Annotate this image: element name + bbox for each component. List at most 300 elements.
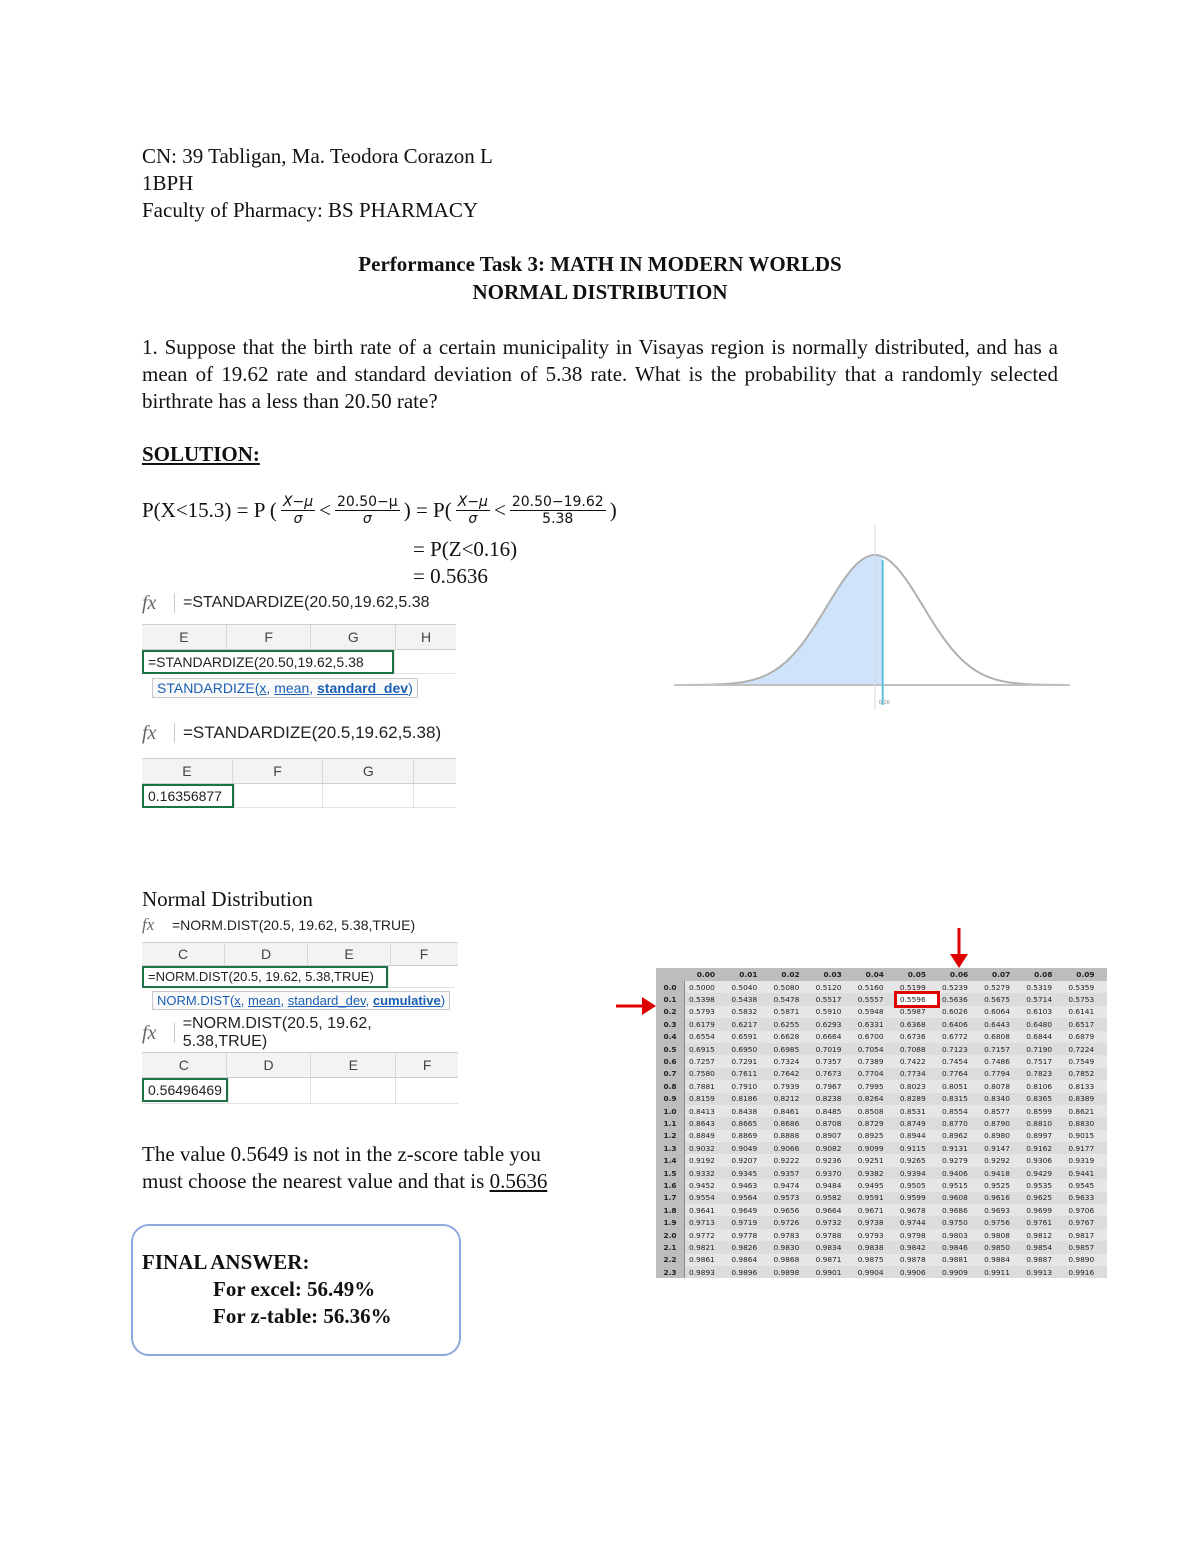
column-header-e[interactable]: E — [142, 625, 227, 649]
z-probability-cell: 0.9484 — [812, 1179, 854, 1191]
z-probability-cell: 0.9441 — [1064, 1167, 1106, 1179]
z-probability-cell: 0.8770 — [938, 1117, 980, 1129]
z-value-label: 0.16 — [878, 700, 890, 706]
z-probability-cell: 0.9817 — [1064, 1229, 1106, 1241]
z-probability-cell: 0.9896 — [727, 1266, 769, 1278]
student-name: CN: 39 Tabligan, Ma. Teodora Corazon L — [142, 144, 493, 168]
column-header-e[interactable]: E — [142, 759, 233, 783]
z-probability-cell: 0.9236 — [812, 1154, 854, 1166]
z-probability-cell: 0.6950 — [727, 1043, 769, 1055]
column-header-e[interactable]: E — [308, 943, 391, 965]
z-probability-cell: 0.6879 — [1064, 1031, 1106, 1043]
z-table-row — [656, 1192, 1107, 1204]
z-corner-cell — [656, 968, 685, 981]
column-header-h[interactable]: H — [421, 629, 432, 645]
z-probability-cell: 0.9864 — [727, 1254, 769, 1266]
z-probability-cell: 0.7257 — [685, 1055, 728, 1067]
formula-bar-4[interactable] — [142, 1015, 458, 1050]
z-table-row — [656, 1055, 1107, 1067]
z-probability-cell: 0.8508 — [854, 1105, 896, 1117]
z-probability-cell: 0.9803 — [938, 1229, 980, 1241]
column-headers — [142, 625, 456, 650]
z-row-label: 2.3 — [656, 1266, 685, 1278]
final-answer-label: FINAL ANSWER: — [142, 1250, 310, 1274]
z-probability-cell: 0.8888 — [769, 1130, 811, 1142]
z-probability-cell: 0.9515 — [938, 1179, 980, 1191]
z-probability-cell: 0.7642 — [769, 1068, 811, 1080]
z-probability-cell: 0.9798 — [896, 1229, 938, 1241]
z-probability-cell: 0.8790 — [980, 1117, 1022, 1129]
z-column-header: 0.02 — [769, 968, 811, 981]
z-probability-cell: 0.9868 — [769, 1254, 811, 1266]
formula-bar[interactable] — [142, 588, 456, 618]
nearest-value: 0.5636 — [489, 1169, 548, 1193]
z-probability-cell: 0.7486 — [980, 1055, 1022, 1067]
z-probability-cell: 0.9738 — [854, 1216, 896, 1228]
z-column-header: 0.06 — [938, 968, 980, 981]
column-headers — [142, 759, 456, 784]
z-probability-cell: 0.9452 — [685, 1179, 728, 1191]
z-probability-cell: 0.9911 — [980, 1266, 1022, 1278]
z-probability-cell: 0.8621 — [1064, 1105, 1106, 1117]
z-probability-cell: 0.9890 — [1064, 1254, 1106, 1266]
z-table-row — [656, 1167, 1107, 1179]
z-probability-cell: 0.7422 — [896, 1055, 938, 1067]
z-probability-cell: 0.5040 — [727, 981, 769, 993]
z-probability-cell: 0.8554 — [938, 1105, 980, 1117]
z-probability-cell: 0.9744 — [896, 1216, 938, 1228]
column-headers — [142, 1053, 458, 1078]
z-probability-cell: 0.7580 — [685, 1068, 728, 1080]
column-header-f[interactable]: F — [233, 759, 324, 783]
column-header-d[interactable]: D — [227, 1053, 312, 1077]
z-probability-cell: 0.6368 — [896, 1018, 938, 1030]
z-probability-cell: 0.9750 — [938, 1216, 980, 1228]
z-probability-cell: 0.9901 — [812, 1266, 854, 1278]
z-probability-cell: 0.9394 — [896, 1167, 938, 1179]
z-table-row — [656, 1093, 1107, 1105]
z-probability-cell: 0.8461 — [769, 1105, 811, 1117]
z-probability-cell: 0.5478 — [769, 993, 811, 1005]
fx-icon: fx — [142, 915, 155, 934]
z-probability-cell: 0.9861 — [685, 1254, 728, 1266]
z-probability-cell: 0.8708 — [812, 1117, 854, 1129]
z-probability-cell: 0.8849 — [685, 1130, 728, 1142]
z-probability-cell: 0.9554 — [685, 1192, 728, 1204]
z-row-label: 1.1 — [656, 1117, 685, 1129]
z-probability-cell: 0.7019 — [812, 1043, 854, 1055]
z-probability-cell: 0.9332 — [685, 1167, 728, 1179]
section-code: 1BPH — [142, 171, 194, 195]
z-probability-cell: 0.9505 — [896, 1179, 938, 1191]
z-table-row — [656, 1068, 1107, 1080]
z-probability-cell: 0.5910 — [812, 1006, 854, 1018]
fx-icon: fx — [142, 721, 157, 744]
column-header-c[interactable]: C — [142, 943, 225, 965]
fraction-z-2: $\frac{X-\mu}{\sigma}$ — [457, 494, 488, 527]
z-table-row — [656, 1204, 1107, 1216]
equation-step-z: = P(Z<0.16) — [413, 537, 518, 561]
z-column-header: 0.00 — [685, 968, 728, 981]
column-header-c[interactable]: C — [142, 1053, 227, 1077]
z-probability-cell: 0.5675 — [980, 993, 1022, 1005]
z-probability-cell: 0.8643 — [685, 1117, 728, 1129]
z-probability-cell: 0.5438 — [727, 993, 769, 1005]
z-row-label: 0.5 — [656, 1043, 685, 1055]
z-table-row — [656, 1229, 1107, 1241]
z-probability-cell: 0.8830 — [1064, 1117, 1106, 1129]
z-probability-cell: 0.7157 — [980, 1043, 1022, 1055]
z-probability-cell: 0.9838 — [854, 1241, 896, 1253]
problem-statement: 1. Suppose that the birth rate of a certain municipality in Visayas region is normally distributed, and has a mean of 19.62 rate and standard deviation of 5.38 rate. What is the probability that a randomly selected birthrate has a less than 20.50 rate? — [142, 335, 1058, 413]
z-probability-cell: 0.6915 — [685, 1043, 728, 1055]
z-probability-cell: 0.6443 — [980, 1018, 1022, 1030]
formula-bar-3[interactable] — [142, 912, 458, 938]
z-row-label: 0.7 — [656, 1068, 685, 1080]
z-probability-cell: 0.9279 — [938, 1154, 980, 1166]
z-row-label: 0.3 — [656, 1018, 685, 1030]
empty-cell[interactable] — [235, 784, 324, 808]
z-probability-cell: 0.7224 — [1064, 1043, 1106, 1055]
z-row-label: 2.1 — [656, 1241, 685, 1253]
z-probability-cell: 0.9706 — [1064, 1204, 1106, 1216]
z-probability-cell: 0.9633 — [1064, 1192, 1106, 1204]
fraction-bound: $\frac{20.50-\mu}{\sigma}$ — [337, 494, 398, 527]
z-probability-cell: 0.6480 — [1022, 1018, 1064, 1030]
z-probability-cell: 0.7389 — [854, 1055, 896, 1067]
z-probability-cell: 0.9608 — [938, 1192, 980, 1204]
z-probability-cell: 0.9582 — [812, 1192, 854, 1204]
z-probability-cell: 0.8438 — [727, 1105, 769, 1117]
z-probability-cell: 0.9495 — [854, 1179, 896, 1191]
z-probability-cell: 0.9756 — [980, 1216, 1022, 1228]
final-answer-ztable: For z-table: 56.36% — [213, 1304, 392, 1328]
z-probability-cell: 0.9719 — [727, 1216, 769, 1228]
z-table-row — [656, 1254, 1107, 1266]
empty-cell[interactable] — [323, 784, 414, 808]
z-row-label: 0.9 — [656, 1093, 685, 1105]
z-table-row — [656, 1006, 1107, 1018]
z-probability-cell: 0.9370 — [812, 1167, 854, 1179]
z-probability-cell: 0.8289 — [896, 1093, 938, 1105]
z-probability-cell: 0.9131 — [938, 1142, 980, 1154]
z-probability-cell: 0.9625 — [1022, 1192, 1064, 1204]
z-probability-cell: 0.8810 — [1022, 1117, 1064, 1129]
z-probability-cell: 0.9406 — [938, 1167, 980, 1179]
z-probability-cell: 0.8159 — [685, 1093, 728, 1105]
z-probability-cell: 0.9463 — [727, 1179, 769, 1191]
z-table-header — [656, 968, 1107, 981]
z-probability-cell: 0.9591 — [854, 1192, 896, 1204]
z-table-row — [656, 1241, 1107, 1253]
empty-cell[interactable] — [396, 1078, 458, 1104]
z-probability-cell: 0.9906 — [896, 1266, 938, 1278]
z-probability-cell: 0.9871 — [812, 1254, 854, 1266]
z-probability-cell: 0.8869 — [727, 1130, 769, 1142]
z-probability-cell: 0.9525 — [980, 1179, 1022, 1191]
z-probability-cell: 0.9693 — [980, 1204, 1022, 1216]
z-probability-cell: 0.8944 — [896, 1130, 938, 1142]
z-probability-cell: 0.5832 — [727, 1006, 769, 1018]
z-probability-cell: 0.9082 — [812, 1142, 854, 1154]
z-probability-cell: 0.6141 — [1064, 1006, 1106, 1018]
equation-close: ) — [609, 498, 617, 522]
z-probability-cell: 0.8212 — [769, 1093, 811, 1105]
z-probability-cell: 0.9788 — [812, 1229, 854, 1241]
empty-cell[interactable] — [229, 1078, 312, 1104]
z-probability-cell: 0.6217 — [727, 1018, 769, 1030]
z-probability-cell: 0.6844 — [1022, 1031, 1064, 1043]
z-probability-cell: 0.7357 — [812, 1055, 854, 1067]
equation-step-prob: = 0.5636 — [413, 564, 488, 588]
z-column-header: 0.09 — [1064, 968, 1106, 981]
z-probability-cell: 0.6772 — [938, 1031, 980, 1043]
formula-divider — [174, 593, 175, 613]
z-probability-cell: 0.9222 — [769, 1154, 811, 1166]
z-probability-cell: 0.6985 — [769, 1043, 811, 1055]
result-cell[interactable]: 0.56496469 — [142, 1078, 229, 1104]
z-probability-cell: 0.5398 — [685, 993, 728, 1005]
formula-text: =STANDARDIZE(20.5,19.62,5.38) — [183, 723, 442, 742]
z-probability-cell: 0.7704 — [854, 1068, 896, 1080]
z-probability-cell: 0.9686 — [938, 1204, 980, 1216]
fraction-z: $\frac{X-\mu}{\sigma}$ — [282, 494, 314, 527]
column-header-f[interactable]: F — [422, 1057, 432, 1073]
z-probability-cell: 0.8686 — [769, 1117, 811, 1129]
z-row-label: 0.4 — [656, 1031, 685, 1043]
z-probability-cell: 0.7967 — [812, 1080, 854, 1092]
z-probability-cell: 0.5793 — [685, 1006, 728, 1018]
z-probability-cell: 0.7734 — [896, 1068, 938, 1080]
z-probability-cell: 0.5871 — [769, 1006, 811, 1018]
formula-divider — [174, 1023, 175, 1043]
z-table-row — [656, 1130, 1107, 1142]
z-probability-cell: 0.7939 — [769, 1080, 811, 1092]
z-probability-cell: 0.9162 — [1022, 1142, 1064, 1154]
z-probability-cell: 0.7823 — [1022, 1068, 1064, 1080]
z-row-label: 1.8 — [656, 1204, 685, 1216]
z-probability-cell: 0.9783 — [769, 1229, 811, 1241]
excel-standardize-editing — [142, 588, 456, 698]
z-probability-cell: 0.8907 — [812, 1130, 854, 1142]
column-header-e[interactable]: E — [311, 1053, 396, 1077]
z-probability-cell: 0.8365 — [1022, 1093, 1064, 1105]
z-probability-cell: 0.8106 — [1022, 1080, 1064, 1092]
z-probability-cell: 0.7995 — [854, 1080, 896, 1092]
z-probability-cell: 0.5319 — [1022, 981, 1064, 993]
z-probability-cell: 0.9732 — [812, 1216, 854, 1228]
z-probability-cell: 0.6808 — [980, 1031, 1022, 1043]
z-probability-cell: 0.7611 — [727, 1068, 769, 1080]
z-probability-cell: 0.7123 — [938, 1043, 980, 1055]
z-probability-cell: 0.9875 — [854, 1254, 896, 1266]
z-probability-cell: 0.8186 — [727, 1093, 769, 1105]
z-row-label: 1.2 — [656, 1130, 685, 1142]
column-headers — [142, 943, 458, 966]
z-probability-cell: 0.9616 — [980, 1192, 1022, 1204]
z-probability-cell: 0.7324 — [769, 1055, 811, 1067]
z-table-row — [656, 1142, 1107, 1154]
z-probability-cell: 0.9778 — [727, 1229, 769, 1241]
z-probability-cell: 0.9878 — [896, 1254, 938, 1266]
z-table-row — [656, 1179, 1107, 1191]
z-probability-cell: 0.6664 — [812, 1031, 854, 1043]
z-probability-cell: 0.9177 — [1064, 1142, 1106, 1154]
z-table-row — [656, 1105, 1107, 1117]
empty-cell[interactable] — [414, 784, 456, 808]
z-probability-cell: 0.7673 — [812, 1068, 854, 1080]
z-probability-cell: 0.9904 — [854, 1266, 896, 1278]
z-probability-cell: 0.7881 — [685, 1080, 728, 1092]
z-probability-cell: 0.8531 — [896, 1105, 938, 1117]
column-header-d[interactable]: D — [225, 943, 308, 965]
z-probability-cell: 0.9535 — [1022, 1179, 1064, 1191]
formula-text: =NORM.DIST(20.5, 19.62, 5.38,TRUE) — [172, 917, 416, 933]
formula-bar-2[interactable] — [142, 718, 456, 748]
z-table-row — [656, 1018, 1107, 1030]
z-probability-cell: 0.9846 — [938, 1241, 980, 1253]
z-probability-cell: 0.9049 — [727, 1142, 769, 1154]
z-probability-cell: 0.5987 — [896, 1006, 938, 1018]
column-header-f[interactable]: F — [419, 946, 429, 962]
column-header-g[interactable]: G — [323, 759, 414, 783]
z-probability-cell: 0.9854 — [1022, 1241, 1064, 1253]
z-probability-cell: 0.9767 — [1064, 1216, 1106, 1228]
formula-text: =NORM.DIST(20.5, 19.62, 5.38,TRUE) — [182, 1015, 372, 1050]
z-probability-cell: 0.9474 — [769, 1179, 811, 1191]
z-probability-cell: 0.9893 — [685, 1266, 728, 1278]
z-probability-cell: 0.8078 — [980, 1080, 1022, 1092]
z-probability-cell: 0.9881 — [938, 1254, 980, 1266]
z-probability-cell: 0.9265 — [896, 1154, 938, 1166]
z-probability-cell: 0.8389 — [1064, 1093, 1106, 1105]
z-probability-cell: 0.9857 — [1064, 1241, 1106, 1253]
z-probability-cell: 0.6591 — [727, 1031, 769, 1043]
z-probability-cell: 0.6331 — [854, 1018, 896, 1030]
z-table-row — [656, 1266, 1107, 1278]
z-probability-cell: 0.5359 — [1064, 981, 1106, 993]
z-probability-cell: 0.6179 — [685, 1018, 728, 1030]
z-probability-cell: 0.8729 — [854, 1117, 896, 1129]
z-probability-cell: 0.9015 — [1064, 1130, 1106, 1142]
z-probability-cell: 0.5199 — [896, 981, 938, 993]
formula-divider — [174, 723, 175, 743]
z-row-label: 0.8 — [656, 1080, 685, 1092]
z-probability-cell: 0.9357 — [769, 1167, 811, 1179]
z-probability-cell: 0.9649 — [727, 1204, 769, 1216]
z-probability-cell: 0.7764 — [938, 1068, 980, 1080]
less-than: < — [319, 498, 331, 522]
z-probability-cell: 0.5714 — [1022, 993, 1064, 1005]
z-probability-cell: 0.6628 — [769, 1031, 811, 1043]
solution-label: SOLUTION: — [142, 442, 260, 466]
z-probability-cell: 0.5000 — [685, 981, 728, 993]
z-probability-cell: 0.9251 — [854, 1154, 896, 1166]
z-table-row — [656, 1080, 1107, 1092]
z-probability-cell: 0.9887 — [1022, 1254, 1064, 1266]
fraction-numeric: $\frac{20.50-19.62}{5.38}$ — [511, 494, 604, 527]
z-probability-cell: 0.5279 — [980, 981, 1022, 993]
z-probability-cell: 0.9772 — [685, 1229, 728, 1241]
empty-cell[interactable] — [311, 1078, 396, 1104]
result-cell[interactable]: 0.16356877 — [142, 784, 235, 808]
normal-curve-figure — [672, 520, 1074, 720]
z-row-label: 1.4 — [656, 1154, 685, 1166]
z-row-label: 1.9 — [656, 1216, 685, 1228]
empty-cell[interactable] — [395, 650, 455, 674]
z-probability-cell: 0.5517 — [812, 993, 854, 1005]
z-row-label: 1.5 — [656, 1167, 685, 1179]
editing-cell[interactable]: =NORM.DIST(20.5, 19.62, 5.38,TRUE) — [142, 966, 389, 988]
z-probability-cell: 0.6103 — [1022, 1006, 1064, 1018]
column-header-f[interactable]: F — [227, 625, 312, 649]
z-probability-cell: 0.9671 — [854, 1204, 896, 1216]
equation-mid: ) = P( — [403, 498, 452, 522]
z-score-table — [656, 968, 1107, 1278]
z-probability-cell: 0.9821 — [685, 1241, 728, 1253]
z-probability-cell: 0.9292 — [980, 1154, 1022, 1166]
z-probability-cell: 0.8925 — [854, 1130, 896, 1142]
z-probability-cell: 0.9382 — [854, 1167, 896, 1179]
z-probability-cell: 0.9761 — [1022, 1216, 1064, 1228]
z-probability-cell: 0.9884 — [980, 1254, 1022, 1266]
z-probability-cell: 0.9909 — [938, 1266, 980, 1278]
z-probability-cell: 0.9850 — [980, 1241, 1022, 1253]
z-table-row — [656, 1031, 1107, 1043]
z-probability-cell: 0.9573 — [769, 1192, 811, 1204]
equation-lhs: P(X<15.3) = P ( — [142, 498, 277, 522]
z-probability-cell: 0.9545 — [1064, 1179, 1106, 1191]
z-probability-cell: 0.9418 — [980, 1167, 1022, 1179]
z-probability-cell: 0.5557 — [854, 993, 896, 1005]
z-row-label: 0.2 — [656, 1006, 685, 1018]
z-row-label: 0.6 — [656, 1055, 685, 1067]
z-column-header: 0.05 — [896, 968, 938, 981]
z-probability-cell: 0.9032 — [685, 1142, 728, 1154]
z-probability-cell: 0.9834 — [812, 1241, 854, 1253]
z-probability-cell: 0.9793 — [854, 1229, 896, 1241]
note-line-1: The value 0.5649 is not in the z-score table you — [142, 1142, 541, 1166]
editing-cell[interactable]: =STANDARDIZE(20.50,19.62,5.38 — [142, 650, 395, 674]
task-subtitle: NORMAL DISTRIBUTION — [472, 280, 728, 304]
less-than-2: < — [493, 498, 506, 522]
task-title: Performance Task 3: MATH IN MODERN WORLDS — [358, 252, 842, 276]
z-column-header: 0.01 — [727, 968, 769, 981]
z-probability-cell: 0.7852 — [1064, 1068, 1106, 1080]
z-probability-cell: 0.9713 — [685, 1216, 728, 1228]
excel-normdist-editing — [142, 912, 458, 1010]
z-probability-cell: 0.7088 — [896, 1043, 938, 1055]
final-answer-excel: For excel: 56.49% — [213, 1277, 376, 1301]
z-probability-cell: 0.9641 — [685, 1204, 728, 1216]
student-header — [142, 143, 493, 224]
z-probability-cell: 0.9599 — [896, 1192, 938, 1204]
normal-distribution-label: Normal Distribution — [142, 887, 313, 911]
z-probability-cell: 0.6736 — [896, 1031, 938, 1043]
z-probability-cell: 0.5120 — [812, 981, 854, 993]
z-probability-cell: 0.6293 — [812, 1018, 854, 1030]
z-probability-cell: 0.6406 — [938, 1018, 980, 1030]
z-probability-cell: 0.8315 — [938, 1093, 980, 1105]
function-tooltip: NORM.DIST(x, mean, standard_dev, cumulative) — [142, 988, 458, 1010]
empty-cell[interactable] — [389, 966, 455, 988]
z-probability-cell: 0.5160 — [854, 981, 896, 993]
shaded-area — [674, 555, 883, 685]
z-probability-cell: 0.9808 — [980, 1229, 1022, 1241]
z-probability-cell: 0.8340 — [980, 1093, 1022, 1105]
z-probability-cell: 0.8238 — [812, 1093, 854, 1105]
column-header-g[interactable]: G — [311, 625, 396, 649]
